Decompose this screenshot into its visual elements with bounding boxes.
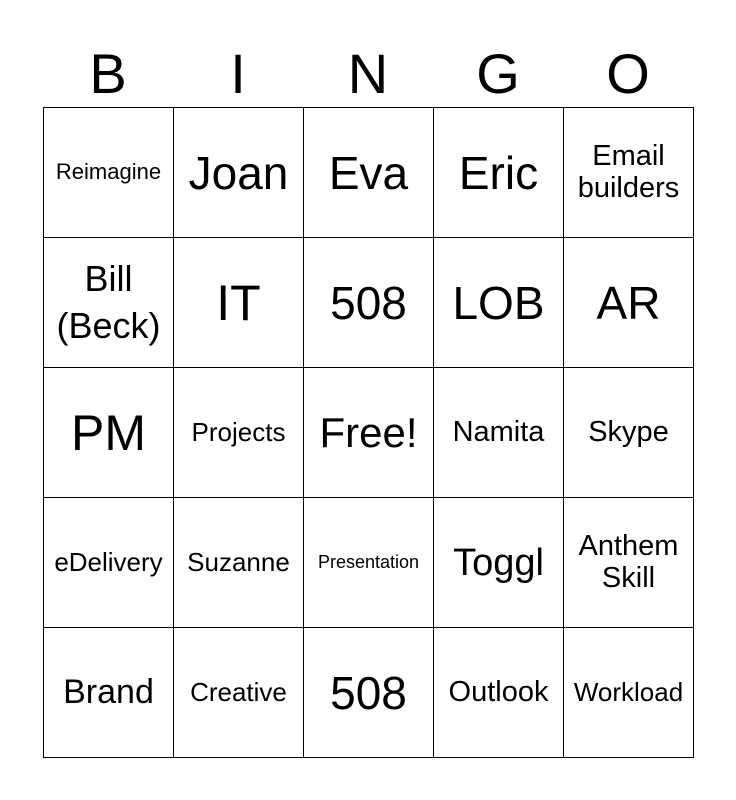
- bingo-cell[interactable]: Eva: [304, 108, 434, 238]
- free-space-cell[interactable]: Free!: [304, 368, 434, 498]
- header-letter-g: G: [476, 42, 520, 105]
- bingo-cell[interactable]: Namita: [434, 368, 564, 498]
- bingo-cell[interactable]: Anthem Skill: [564, 498, 694, 628]
- bingo-cell[interactable]: Outlook: [434, 628, 564, 758]
- bingo-cell[interactable]: 508: [304, 628, 434, 758]
- bingo-cell[interactable]: 508: [304, 238, 434, 368]
- bingo-cell[interactable]: Email builders: [564, 108, 694, 238]
- bingo-cell[interactable]: LOB: [434, 238, 564, 368]
- bingo-cell[interactable]: Toggl: [434, 498, 564, 628]
- bingo-cell[interactable]: eDelivery: [44, 498, 174, 628]
- bingo-cell[interactable]: Joan: [174, 108, 304, 238]
- bingo-cell[interactable]: Workload: [564, 628, 694, 758]
- bingo-cell[interactable]: Projects: [174, 368, 304, 498]
- header-letter-i: I: [230, 42, 246, 105]
- header-letter-o: O: [606, 42, 650, 105]
- bingo-cell[interactable]: Brand: [44, 628, 174, 758]
- bingo-header: [43, 40, 693, 108]
- bingo-cell[interactable]: Suzanne: [174, 498, 304, 628]
- bingo-cell[interactable]: Bill (Beck): [44, 238, 174, 368]
- header-letter-b: B: [89, 42, 127, 105]
- header-letter-n: N: [347, 42, 389, 105]
- bingo-cell[interactable]: Skype: [564, 368, 694, 498]
- bingo-cell[interactable]: AR: [564, 238, 694, 368]
- bingo-board: [43, 107, 694, 758]
- bingo-cell[interactable]: Eric: [434, 108, 564, 238]
- bingo-cell[interactable]: Reimagine: [44, 108, 174, 238]
- bingo-cell[interactable]: IT: [174, 238, 304, 368]
- bingo-cell[interactable]: Creative: [174, 628, 304, 758]
- bingo-cell[interactable]: Presentation: [304, 498, 434, 628]
- bingo-cell[interactable]: PM: [44, 368, 174, 498]
